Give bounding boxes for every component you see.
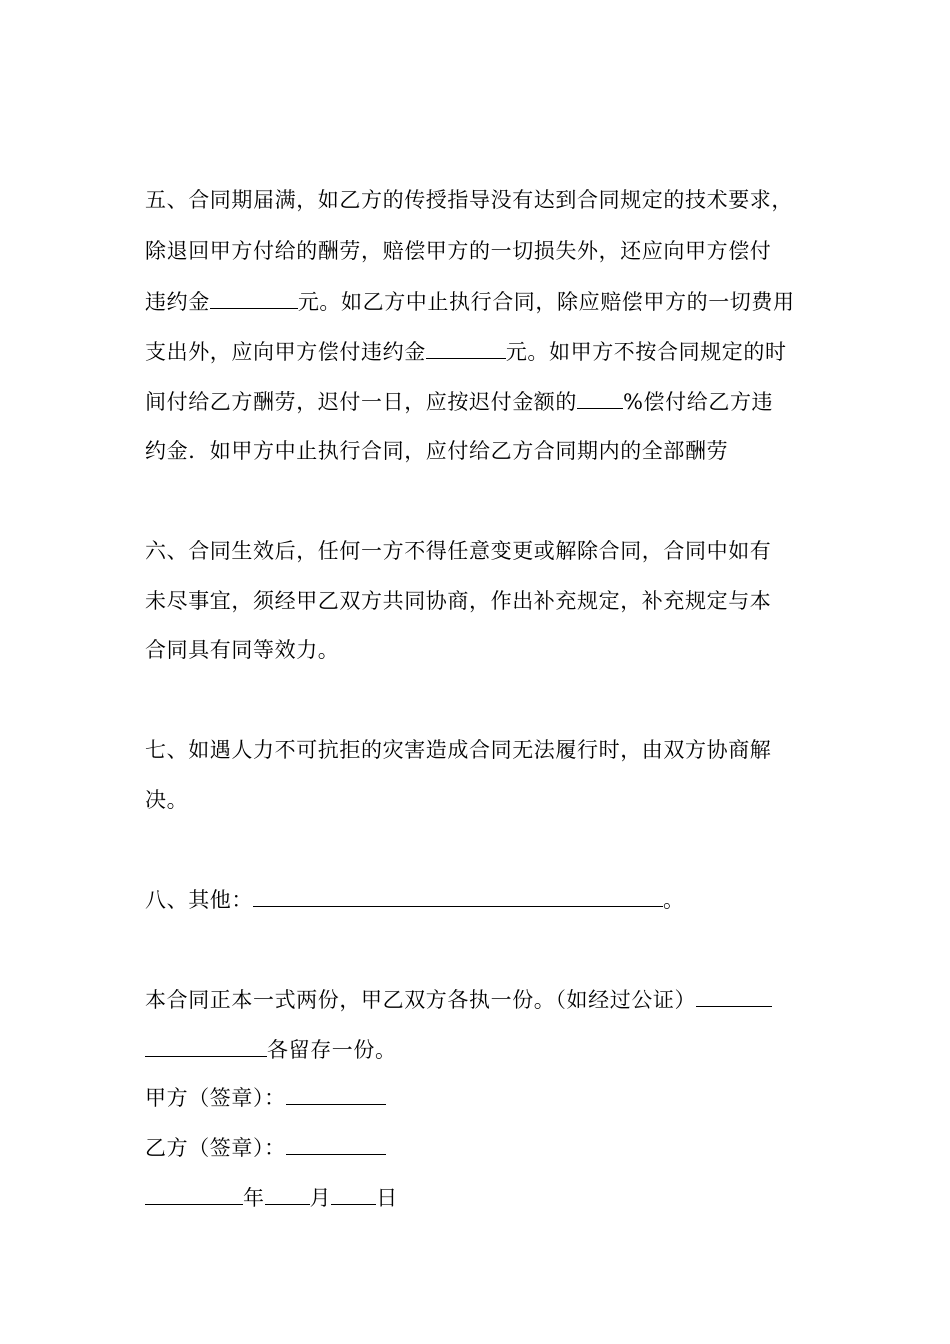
party-a-signature-line	[145, 1084, 386, 1112]
penalty-amount-blank	[210, 288, 298, 309]
closing-line-2	[145, 1036, 397, 1064]
clause-5-line-3	[145, 288, 795, 316]
clause-5-line-4	[145, 338, 787, 366]
clause-5-line-5	[145, 388, 773, 416]
clause-5-text: 间付给乙方酬劳，迟付一日，应按迟付金额的	[145, 390, 577, 414]
clause-5-line-2: 除退回甲方付给的酬劳，赔偿甲方的一切损失外，还应向甲方偿付	[145, 239, 772, 263]
clause-8-end: 。	[663, 888, 685, 912]
clause-5-text: 支出外，应向甲方偿付违约金	[145, 340, 426, 364]
clause-5-text: 违约金	[145, 290, 210, 314]
party-b-signature-blank	[286, 1134, 386, 1155]
clause-8-line	[145, 886, 685, 914]
percent-blank	[577, 388, 623, 409]
clause-6-line-3: 合同具有同等效力。	[145, 638, 340, 662]
day-label: 日	[376, 1186, 398, 1210]
party-b-signature-line	[145, 1134, 386, 1162]
month-blank	[265, 1184, 310, 1205]
closing-text: 各留存一份。	[267, 1038, 397, 1062]
notary-blank	[696, 986, 772, 1007]
other-terms-blank	[253, 886, 663, 907]
clause-7-line-1: 七、如遇人力不可抗拒的灾害造成合同无法履行时，由双方协商解	[145, 738, 772, 762]
clause-7-line-2: 决。	[145, 788, 189, 812]
party-a-label: 甲方（签章）：	[145, 1086, 286, 1110]
year-label: 年	[243, 1186, 265, 1210]
party-a-signature-blank	[286, 1084, 386, 1105]
clause-5-line-1: 五、合同期届满，如乙方的传授指导没有达到合同规定的技术要求，	[145, 188, 793, 212]
clause-5-text: 元。如乙方中止执行合同，除应赔偿甲方的一切费用	[297, 290, 795, 314]
notary-blank	[145, 1036, 267, 1057]
clause-5-text: 元。如甲方不按合同规定的时	[505, 340, 787, 364]
year-blank	[145, 1184, 243, 1205]
clause-5-line-6: 约金．如甲方中止执行合同，应付给乙方合同期内的全部酬劳	[145, 439, 729, 463]
clause-6-line-1: 六、合同生效后，任何一方不得任意变更或解除合同，合同中如有	[145, 539, 772, 563]
clause-5-text: %偿付给乙方违	[623, 390, 774, 414]
month-label: 月	[309, 1186, 332, 1210]
clause-8-label: 八、其他：	[145, 888, 253, 912]
closing-line-1	[145, 986, 772, 1014]
clause-6-line-2: 未尽事宜，须经甲乙双方共同协商，作出补充规定，补充规定与本	[145, 589, 772, 613]
day-blank	[331, 1184, 376, 1205]
party-b-label: 乙方（签章）：	[145, 1136, 286, 1160]
closing-text: 本合同正本一式两份，甲乙双方各执一份。（如经过公证）	[145, 988, 697, 1012]
date-line	[145, 1184, 398, 1212]
penalty-amount-blank	[426, 338, 506, 359]
